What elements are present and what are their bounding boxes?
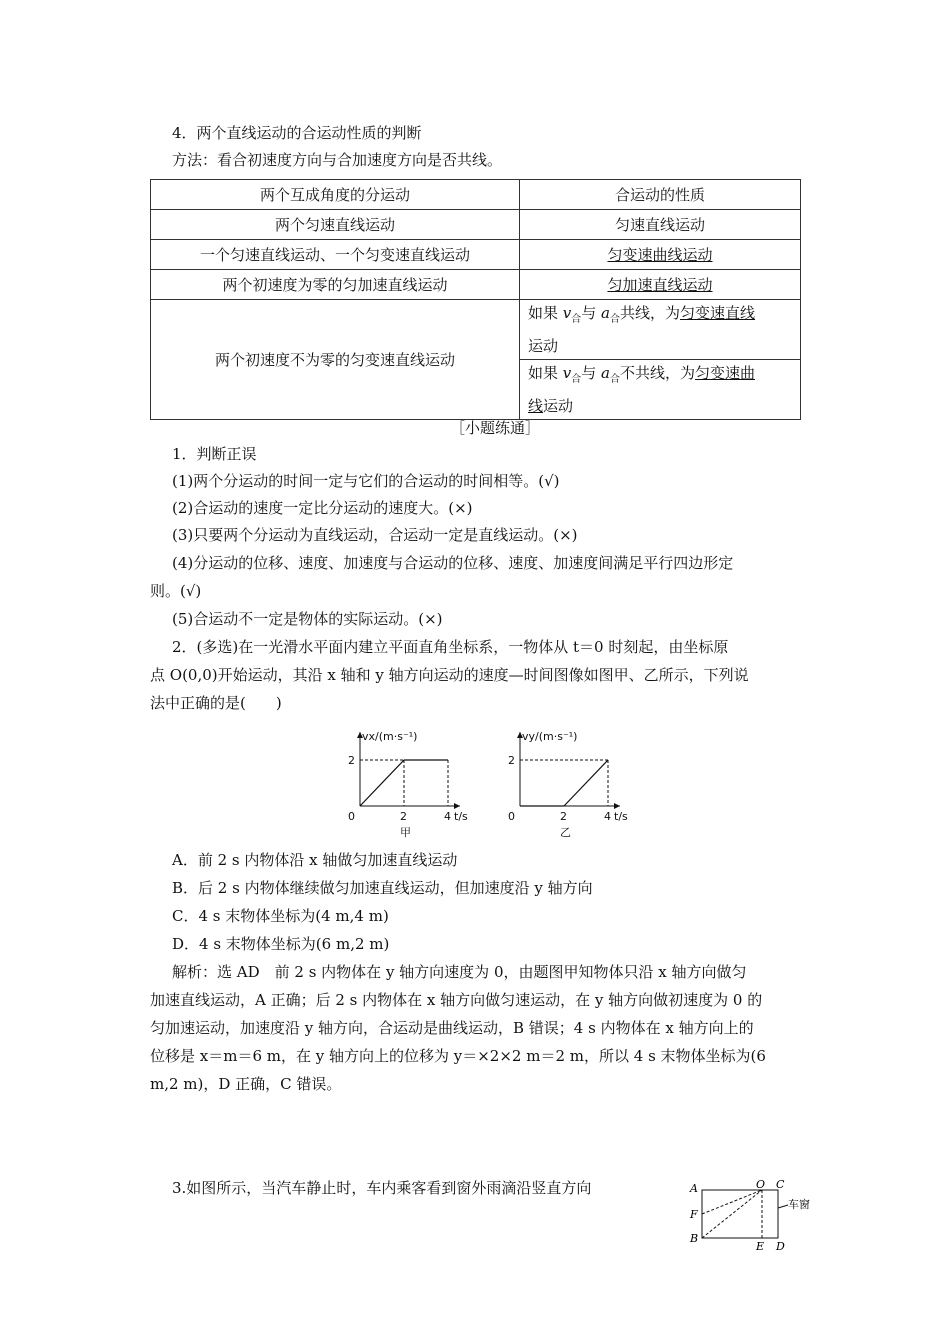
q2-stem: 2．(多选)在一光滑水平面内建立平面直角坐标系，一物体从 t＝0 时刻起，由坐标原 [172,638,729,656]
analysis-line: 位移是 x＝m＝6 m，在 y 轴方向上的位移为 y＝×2×2 m＝2 m，所以 4 s 末物体坐标为(6 [150,1047,766,1065]
x-tick-label: 0 [508,810,515,823]
x-tick-label: 2 [400,810,407,823]
x-axis-label: t/s [454,810,468,823]
q3-stem: 3.如图所示，当汽车静止时，车内乘客看到窗外雨滴沿竖直方向 [172,1179,592,1197]
q1-item: (3)只要两个分运动为直线运动，合运动一定是直线运动。(×) [172,526,578,544]
q2-option-d: D．4 s 末物体坐标为(6 m,2 m) [172,935,390,953]
series-segment [360,760,404,806]
method-text: 方法：看合初速度方向与合加速度方向是否共线。 [172,151,503,169]
point-label: C [776,1178,785,1191]
x-axis-arrow [614,803,620,809]
q1-title: 1．判断正误 [172,445,257,463]
chart-caption: 乙 [560,826,571,838]
analysis-line: 加速直线运动，A 正确；后 2 s 内物体在 x 轴方向做匀速运动，在 y 轴方向做初速度为 0 的 [150,991,763,1009]
table-header-left: 两个互成角度的分运动 [151,180,520,210]
x-axis-label: t/s [614,810,628,823]
y-axis-label: vy/(m·s⁻¹) [522,730,578,743]
x-tick-label: 0 [348,810,355,823]
table-case-collinear: 如果 $v_合$与 $a_合$共线，为匀变速直线 运动 [520,300,801,360]
point-label: A [690,1182,698,1195]
q2-option-b: B．后 2 s 内物体继续做匀加速直线运动，但加速度沿 y 轴方向 [172,879,593,897]
q1-item: (5)合运动不一定是物体的实际运动。(×) [172,610,443,628]
q2-stem: 法中正确的是( ) [150,694,282,712]
x-axis-arrow [454,803,460,809]
chart-caption: 甲 [400,826,411,838]
point-label: E [756,1240,765,1253]
analysis-line: 匀加速运动，加速度沿 y 轴方向，合运动是曲线运动，B 错误；4 s 内物体在 x 轴方向上的 [150,1019,754,1037]
table-cell: 一个匀速直线运动、一个匀变速直线运动 [151,240,520,270]
motion-table [150,179,801,420]
analysis-line: 解析：选 AD 前 2 s 内物体在 y 轴方向速度为 0，由题图甲知物体只沿 x 轴方向做匀 [172,963,747,981]
y-tick-label: 2 [348,754,355,767]
car-window-figure [682,1178,822,1253]
q1-item: (1)两个分运动的时间一定与它们的合运动的时间相等。(√) [172,472,560,490]
point-label: D [776,1240,785,1253]
chart-yi [490,718,640,838]
table-cell: 两个初速度不为零的匀变速直线运动 [151,300,520,420]
table-cell: 两个匀速直线运动 [151,210,520,240]
point-label: O [756,1178,766,1191]
window-caption: 车窗 [788,1198,810,1211]
x-tick-label: 2 [560,810,567,823]
table-cell-answer: 匀加速直线运动 [520,270,801,300]
x-tick-label: 4 [444,810,451,823]
table-cell-answer: 匀变速曲线运动 [520,240,801,270]
y-tick-label: 2 [508,754,515,767]
q1-item: 则。(√) [150,582,202,600]
q1-item: (2)合运动的速度一定比分运动的速度大。(×) [172,499,473,517]
x-tick-label: 4 [604,810,611,823]
y-axis-label: vx/(m·s⁻¹) [362,730,418,743]
analysis-line: m,2 m)，D 正确，C 错误。 [150,1075,342,1093]
table-cell: 匀速直线运动 [520,210,801,240]
table-header-right: 合运动的性质 [520,180,801,210]
table-cell: 两个初速度为零的匀加速直线运动 [151,270,520,300]
series-segment [564,760,608,806]
table-case-noncollinear: 如果 $v_合$与 $a_合$不共线，为匀变速曲 线运动 [520,360,801,420]
q1-item: (4)分运动的位移、速度、加速度与合运动的位移、速度、加速度间满足平行四边形定 [172,554,734,572]
section-heading: 4．两个直线运动的合运动性质的判断 [172,124,422,142]
chart-jia [330,718,480,838]
point-label: B [690,1232,699,1245]
q2-option-a: A．前 2 s 内物体沿 x 轴做匀加速直线运动 [172,851,458,869]
q2-option-c: C．4 s 末物体坐标为(4 m,4 m) [172,907,389,925]
practice-title: ［小题练通］ [450,419,541,437]
q2-stem: 点 O(0,0)开始运动，其沿 x 轴和 y 轴方向运动的速度—时间图像如图甲、乙所示，下列说 [150,666,749,684]
point-label: F [690,1208,698,1221]
